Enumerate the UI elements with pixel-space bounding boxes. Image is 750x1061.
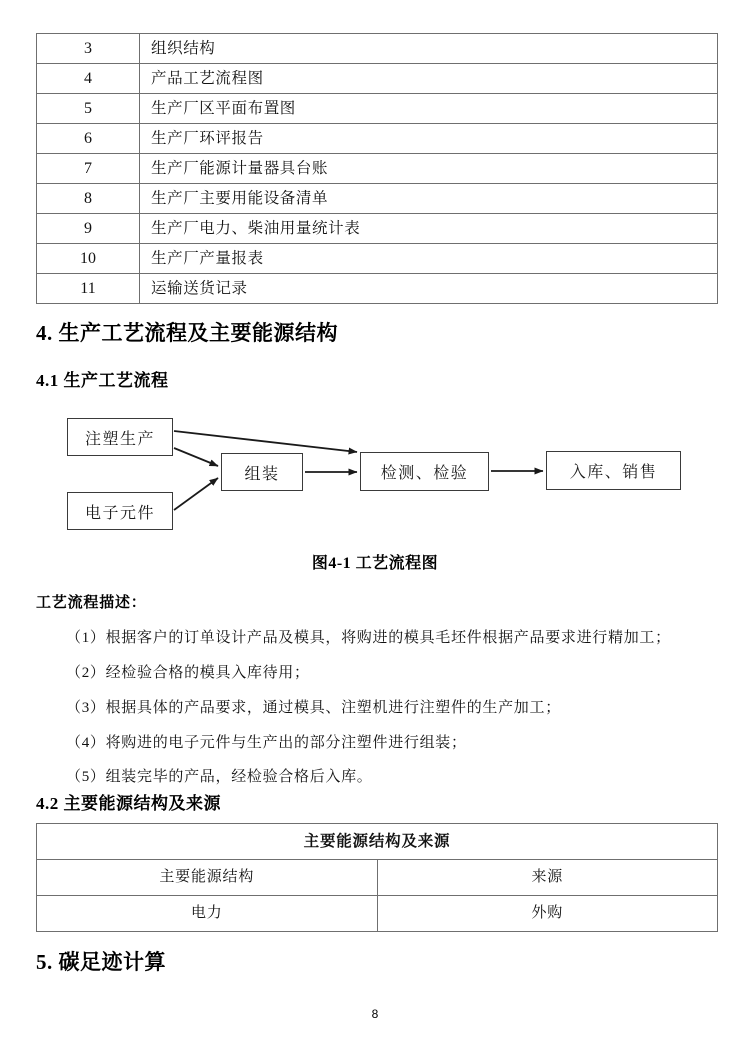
process-description-item: （3）根据具体的产品要求，通过模具、注塑机进行注塑件的生产加工； [66, 700, 561, 716]
process-description-item: （4）将购进的电子元件与生产出的部分注塑件进行组装； [66, 735, 467, 751]
attachment-name: 产品工艺流程图 [140, 64, 718, 94]
process-flow-diagram [0, 400, 750, 540]
flow-node-inspection [360, 452, 489, 491]
table-row [37, 214, 718, 244]
flow-node-label: 注塑生产 [84, 430, 155, 448]
attachment-name: 生产厂主要用能设备清单 [140, 184, 718, 214]
flow-node-electron-component [67, 492, 173, 530]
energy-structure-table [36, 823, 718, 932]
table-row-title [37, 824, 718, 860]
flow-node-label: 检测、检验 [380, 465, 469, 482]
table-row [37, 154, 718, 184]
table-row [37, 34, 718, 64]
flow-node-injection [67, 418, 173, 456]
attachment-name: 组织结构 [140, 34, 718, 64]
attachment-no: 10 [37, 244, 140, 274]
attachment-no: 6 [37, 124, 140, 154]
attachment-name: 生产厂能源计量器具台账 [140, 154, 718, 184]
table-row [37, 184, 718, 214]
table-row [37, 124, 718, 154]
arrow-injection-to-assembly [174, 448, 218, 466]
energy-table-body [37, 824, 718, 932]
energy-table-title: 主要能源结构及来源 [37, 824, 718, 860]
heading-section-4-2: 4.2 主要能源结构及来源 [36, 794, 221, 813]
heading-section-4-1: 4.1 生产工艺流程 [36, 371, 169, 390]
attachment-no: 7 [37, 154, 140, 184]
attachment-no: 4 [37, 64, 140, 94]
process-description-title: 工艺流程描述： [36, 595, 147, 611]
heading-section-4: 4. 生产工艺流程及主要能源结构 [36, 321, 338, 345]
attachment-name: 运输送货记录 [140, 274, 718, 304]
attachment-name: 生产厂电力、柴油用量统计表 [140, 214, 718, 244]
arrow-injection-to-inspect [174, 431, 357, 452]
flow-node-storage-sales [546, 451, 681, 490]
table-row [37, 64, 718, 94]
flow-node-assembly [221, 453, 303, 491]
process-description-item: （1）根据客户的订单设计产品及模具，将购进的模具毛坯件根据产品要求进行精加工； [66, 630, 671, 646]
attachment-name: 生产厂产量报表 [140, 244, 718, 274]
table-row [37, 94, 718, 124]
table-row [37, 896, 718, 932]
table-row [37, 244, 718, 274]
table-row [37, 274, 718, 304]
attachment-table-body [37, 34, 718, 304]
figure-caption: 图4-1 工艺流程图 [311, 555, 439, 572]
attachment-no: 11 [37, 274, 140, 304]
attachment-name: 生产厂区平面布置图 [140, 94, 718, 124]
process-description-item: （5）组装完毕的产品，经检验合格后入库。 [66, 769, 373, 785]
attachment-list-table [36, 33, 718, 304]
flow-node-label: 入库、销售 [569, 464, 658, 481]
attachment-no: 8 [37, 184, 140, 214]
flow-node-label: 电子元件 [84, 504, 155, 522]
process-description-item: （2）经检验合格的模具入库待用； [66, 665, 310, 681]
arrow-electron-to-assembly [174, 478, 218, 510]
table-row-header [37, 860, 718, 896]
page-number: 8 [371, 1007, 379, 1021]
attachment-no: 5 [37, 94, 140, 124]
flow-node-label: 组装 [244, 465, 280, 483]
heading-section-5: 5. 碳足迹计算 [36, 950, 166, 974]
attachment-name: 生产厂环评报告 [140, 124, 718, 154]
energy-table-header-source: 来源 [377, 860, 718, 896]
attachment-no: 3 [37, 34, 140, 64]
energy-source-value: 外购 [377, 896, 718, 932]
energy-table-header-structure: 主要能源结构 [37, 860, 378, 896]
energy-structure-value: 电力 [37, 896, 378, 932]
attachment-no: 9 [37, 214, 140, 244]
